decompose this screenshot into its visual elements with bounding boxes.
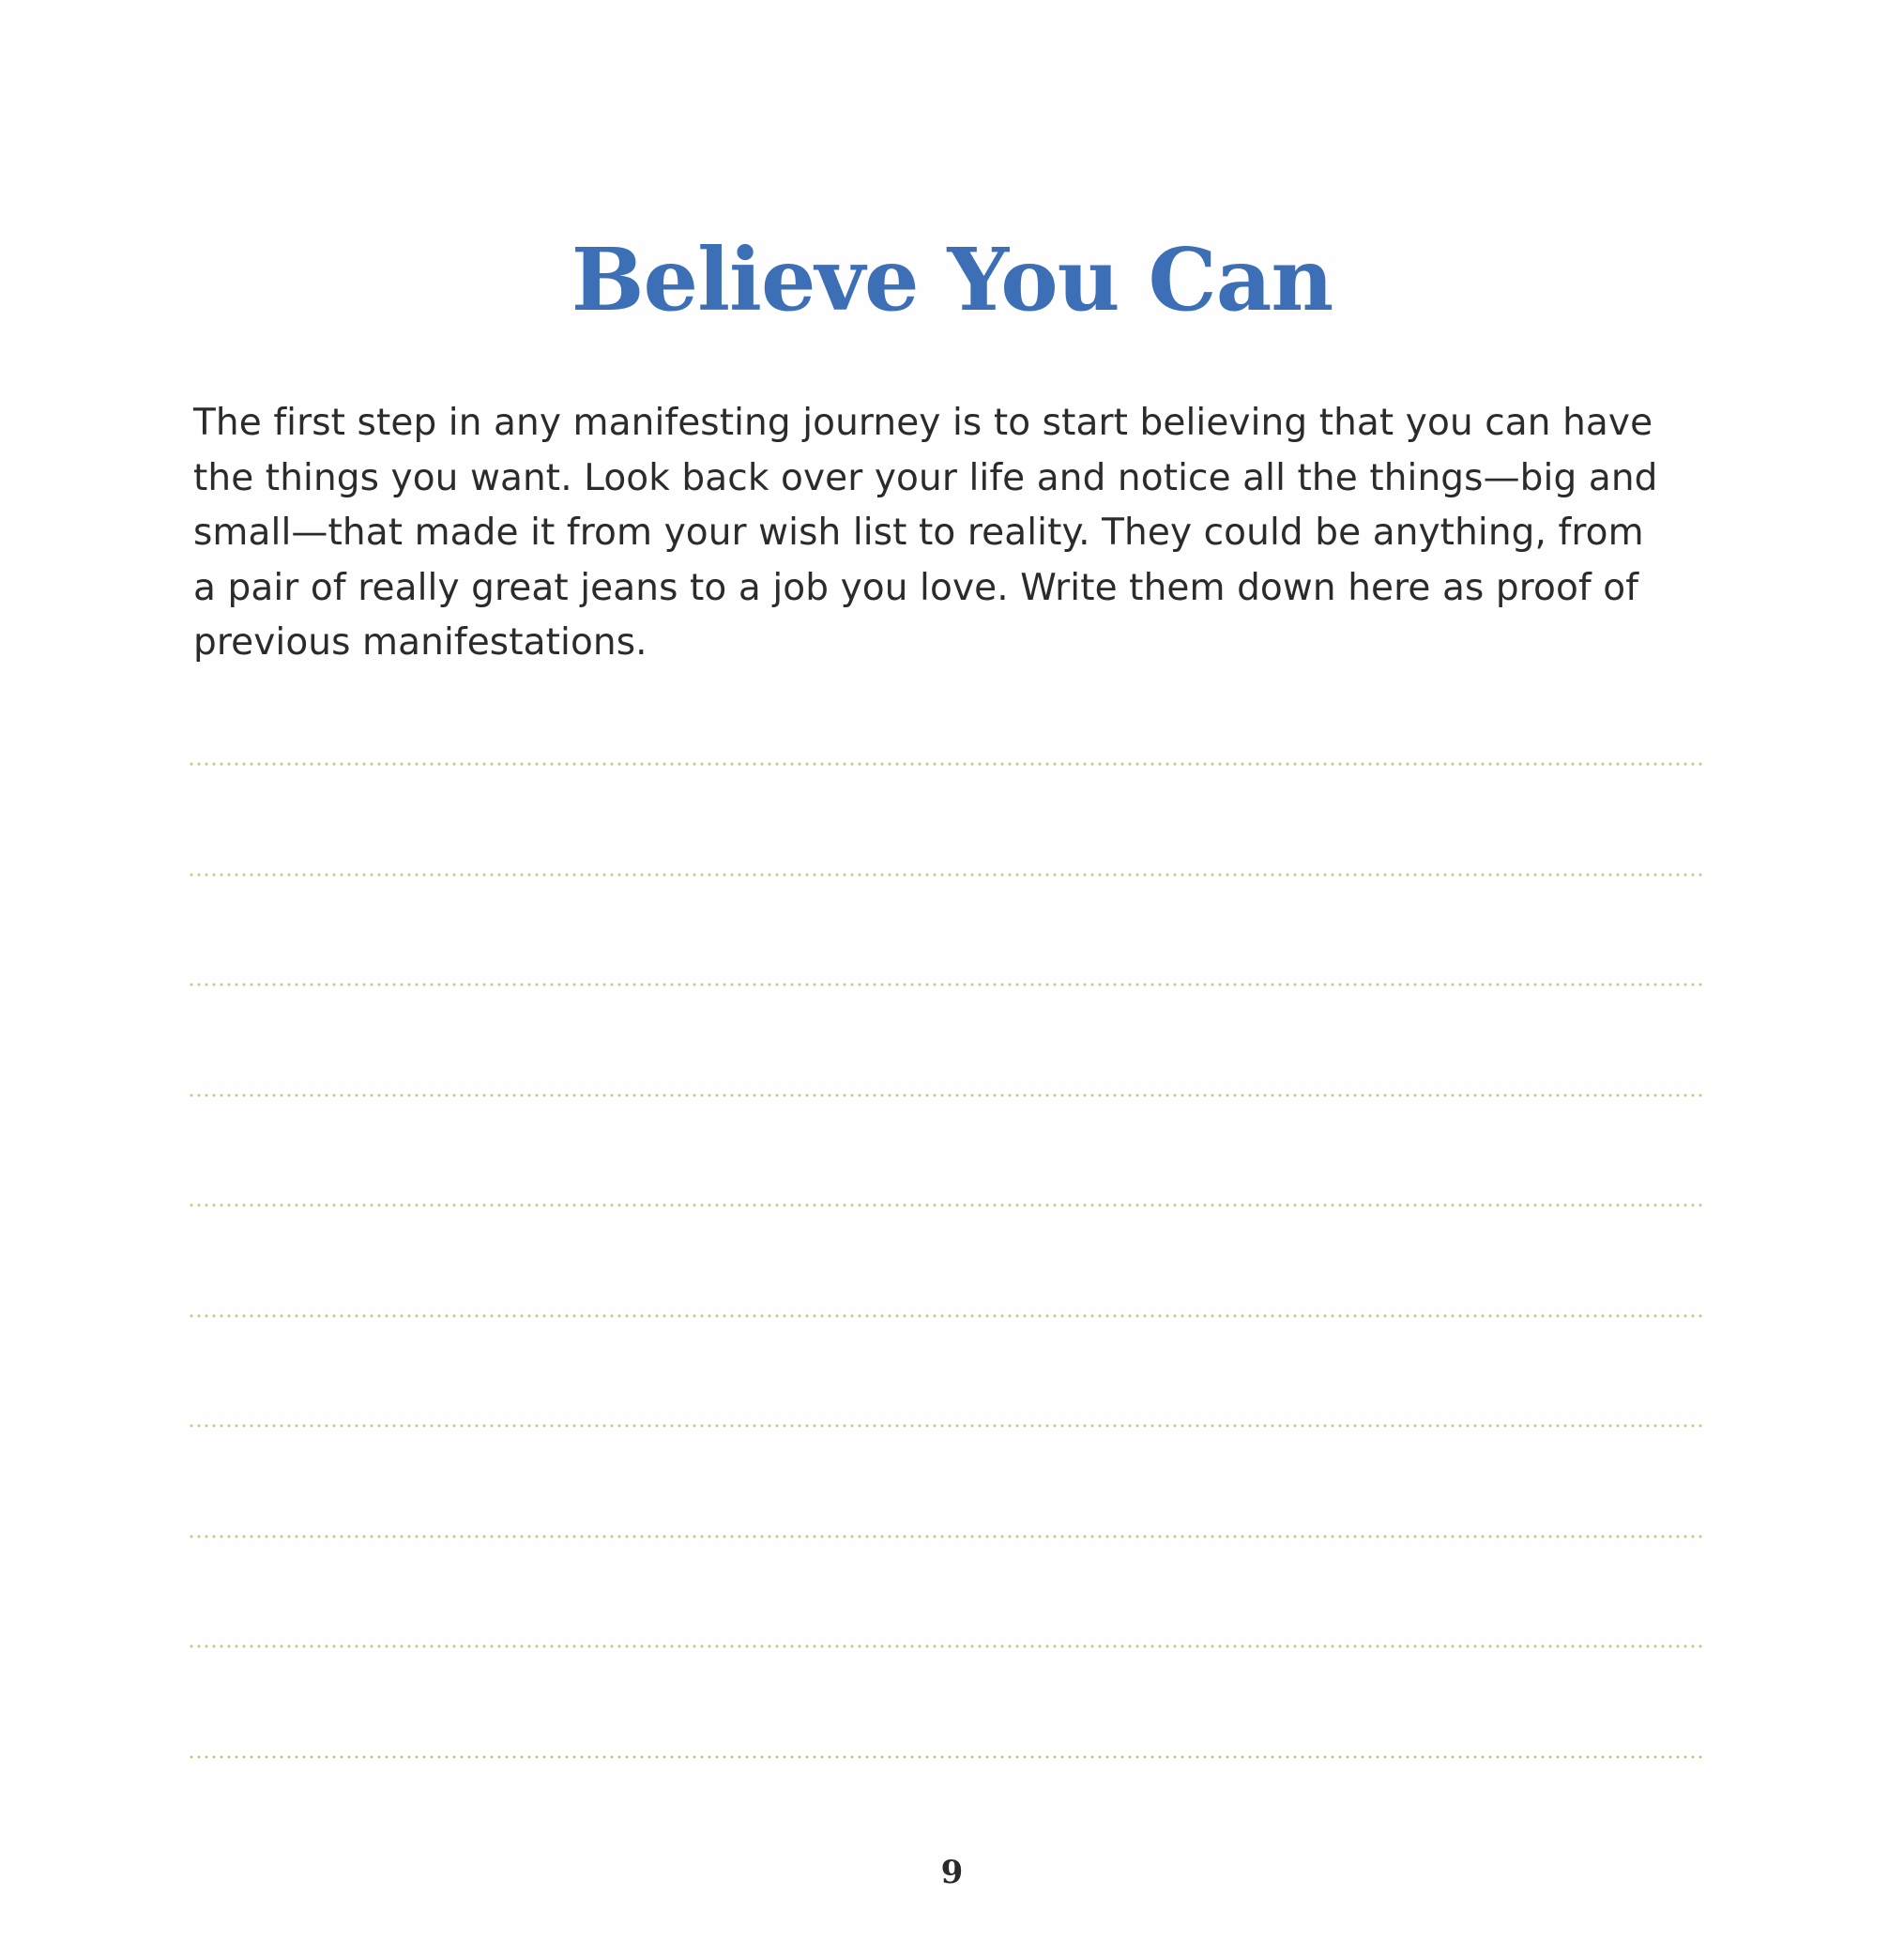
prompt-line: the things you want. Look back over your life and notice all the things—big and bbox=[193, 456, 1658, 499]
writing-line bbox=[188, 762, 1703, 766]
writing-line bbox=[188, 873, 1703, 877]
prompt-paragraph bbox=[193, 396, 1658, 671]
writing-line bbox=[188, 1424, 1703, 1428]
writing-line bbox=[188, 983, 1703, 986]
page-number: 9 bbox=[940, 1854, 964, 1891]
prompt-line: previous manifestations. bbox=[193, 621, 647, 664]
prompt-line: small—that made it from your wish list to reality. They could be anything, from bbox=[193, 512, 1644, 554]
prompt-line: The first step in any manifesting journey is to start believing that you can have bbox=[193, 402, 1653, 444]
writing-line bbox=[188, 1314, 1703, 1318]
writing-lines bbox=[188, 762, 1703, 1865]
writing-line bbox=[188, 1535, 1703, 1538]
prompt-line: a pair of really great jeans to a job you love. Write them down here as proof of bbox=[193, 566, 1639, 609]
writing-line bbox=[188, 1093, 1703, 1097]
page-title: Believe You Can bbox=[571, 229, 1333, 330]
writing-line bbox=[188, 1203, 1703, 1207]
writing-line bbox=[188, 1644, 1703, 1648]
writing-line bbox=[188, 1755, 1703, 1759]
